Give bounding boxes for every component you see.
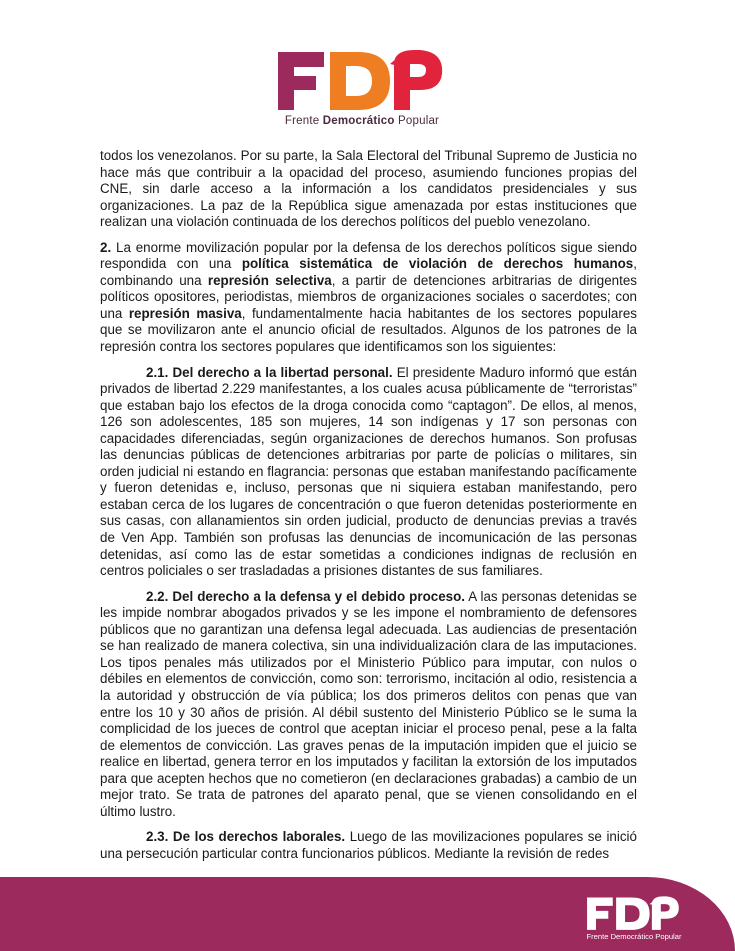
paragraph-2: 2. La enorme movilización popular por la defensa de los derechos políticos sigue siendo respondida con una política sistemática de violación de derechos humanos, combinando una represión selectiva, a partir de detenciones arbitrarias de dirigentes políticos opositores, periodistas, miembros de organizaciones sociales o sacerdotes; con una represión masiva, fundamentalmente hacia habitantes de los sectores populares que se movilizaron ante el anuncio oficial de resultados. Algunos de los patrones de la represión contra los sectores populares que identificamos son los siguientes:: [100, 239, 637, 355]
paragraph-1: todos los venezolanos. Por su parte, la Sala Electoral del Tribunal Supremo de Justicia no hace más que contribuir a la opacidad del proceso, asumiendo funciones propias del CNE, sin darle acceso a la información a los candidatos presidenciales y sus organizaciones. La paz de la República sigue amenazada por estas instituciones que realizan una violación continuada de los derechos políticos del pueblo venezolano.: [100, 148, 637, 230]
fdp-logo-header: [272, 44, 452, 132]
fdp-logo-white-icon: [578, 893, 690, 931]
document-body: [100, 148, 637, 871]
section-2-1-title: 2.1. Del derecho a la libertad personal.: [146, 364, 393, 380]
section-2-3-title: 2.3. De los derechos laborales.: [146, 829, 346, 845]
section-2-1: 2.1. Del derecho a la libertad personal. El presidente Maduro informó que están privados de libertad 2.229 manifestantes, a los cuales acusa públicamente de “terroristas” que estaban bajo los efectos de la droga conocida como “captagon”. De ellos, al menos, 126 son adolescentes, 185 son mujeres, 14 son indígenas y 17 son personas con capacidades diferenciadas, según organizaciones de derechos humanos. Son profusas las denuncias públicas de detenciones arbitrarias por parte de policías o militares, sin orden judicial ni estando en flagrancia: personas que estaban manifestando pacíficamente y fueron detenidas e, incluso, personas que ni siquiera estaban manifestando, pero estaban cerca de los lugares de concentración o que fueron detenidas posteriormente en sus casas, con allanamientos sin orden judicial, producto de denuncias previas a través de Ven App. También son profusas las denuncias de incomunicación de las personas detenidas, así como las de estar sometidas a condiciones indignas de reclusión en centros policiales o ser trasladadas a prisiones distantes de sus familiares.: [100, 364, 637, 579]
section-2-2-title: 2.2. Del derecho a la defensa y el debido proceso.: [146, 588, 465, 604]
section-2-3: 2.3. De los derechos laborales. Luego de las movilizaciones populares se inició una persecución particular contra funcionarios públicos. Mediante la revisión de redes: [100, 829, 637, 861]
logo-caption: Frente Democrático Popular: [284, 115, 440, 127]
fdp-logo-mark-icon: [272, 44, 452, 112]
fdp-logo-footer: [578, 893, 690, 943]
paragraph-2-number: 2.: [100, 239, 112, 255]
footer-logo-caption: Frente Democrático Popular: [586, 932, 682, 941]
section-2-2: 2.2. Del derecho a la defensa y el debido proceso. A las personas detenidas se les impide nombrar abogados privados y se les impone el nombramiento de defensores públicos que no garantizan una defensa legal adecuada. Las audiencias de presentación se han realizado de manera colectiva, sin una individualización clara de las imputaciones. Los tipos penales más utilizados por el Ministerio Público para imputar, con nulos o débiles en elementos de convicción, como son: terrorismo, incitación al odio, resistencia a la autoridad y obstrucción de vía pública; los dos primeros delitos con penas que van entre los 10 y 30 años de prisión. Al débil sustento del Ministerio Público se le suma la complicidad de los jueces de control que aceptan iniciar el proceso penal, pese a la falta de elementos de convicción. Las graves penas de la imputación impiden que el juicio se realice en libertad, genera terror en los imputados y facilitan la extorsión de los imputados para que acepten hechos que no cometieron (en declaraciones grabadas) a cambio de un mejor trato. Se trata de patrones del aparato penal, que se vienen consolidando en el último lustro.: [100, 588, 637, 819]
